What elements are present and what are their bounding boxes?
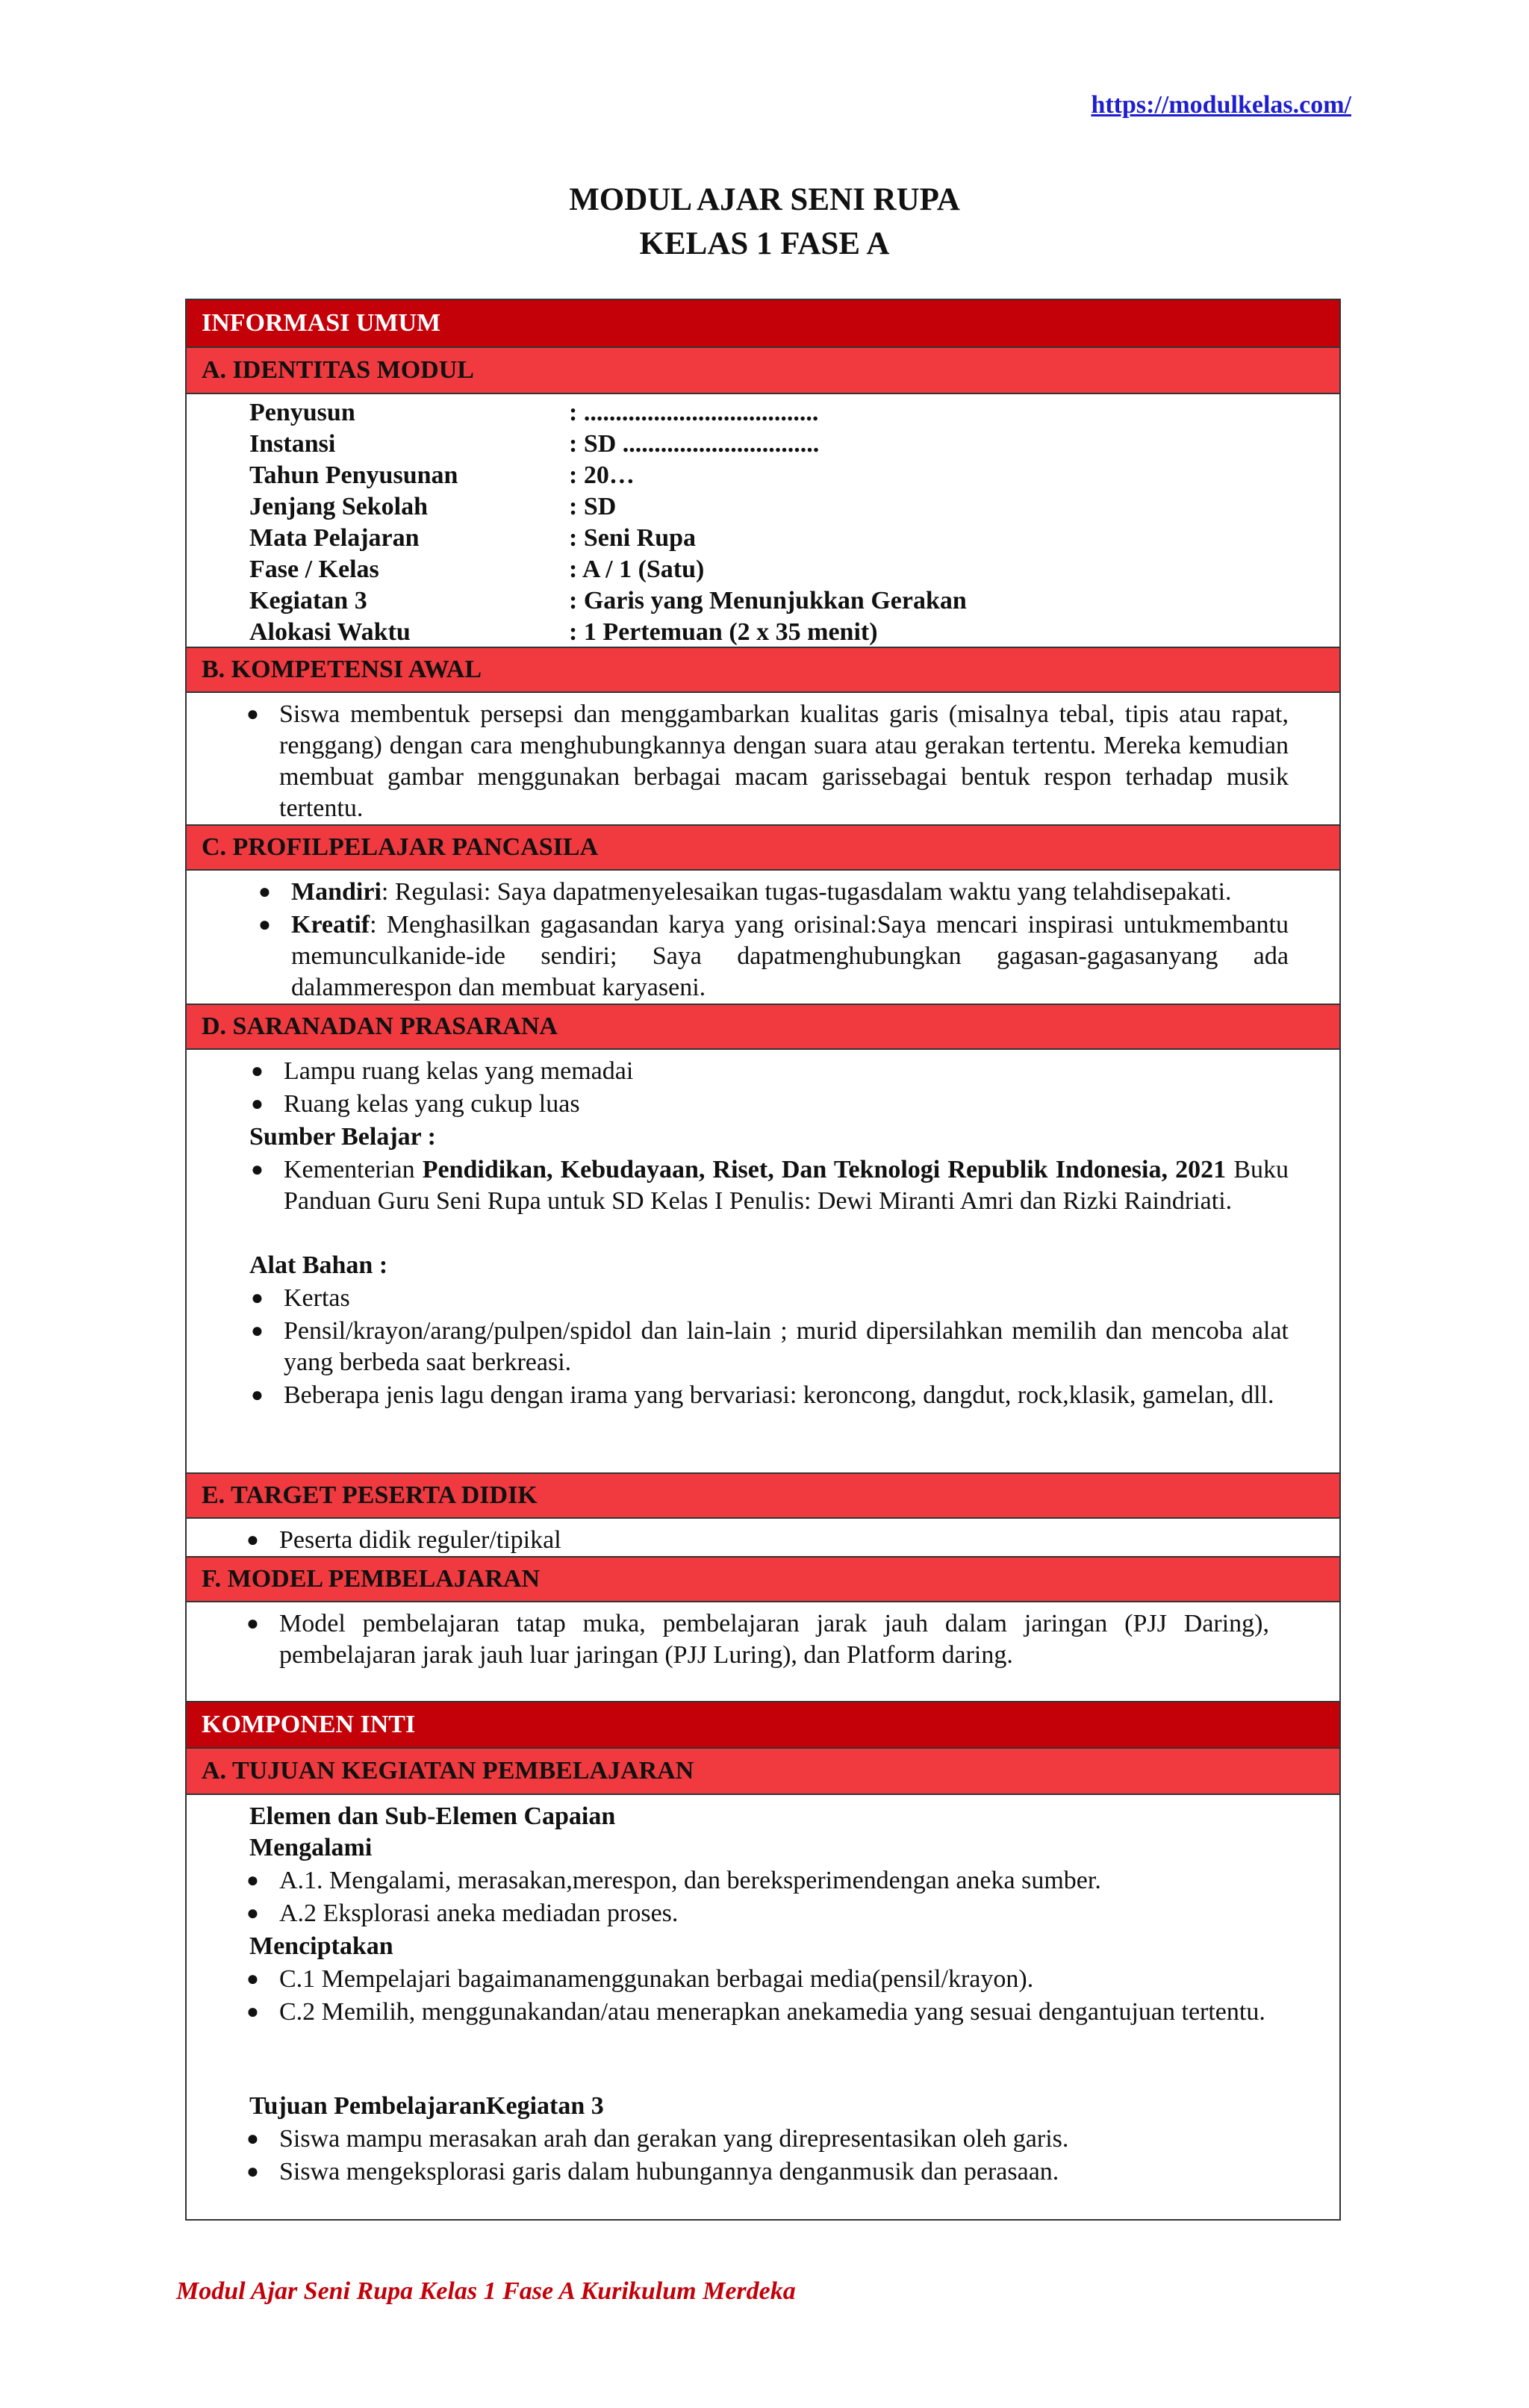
tujuan-kegiatan-header: A. TUJUAN KEGIATAN PEMBELAJARAN bbox=[187, 1747, 1339, 1795]
tujuan-item: ● Siswa mampu merasakan arah dan gerakan yang direpresentasikan oleh garis. bbox=[246, 2125, 1069, 2153]
document-subtitle: KELAS 1 FASE A bbox=[639, 226, 890, 261]
identitas-row: Tahun Penyusunan : 20… bbox=[249, 461, 635, 489]
alat-bahan-item: ● Beberapa jenis lagu dengan irama yang bervariasi: keroncong, dangdut, rock,klasik, gamelan, dll. bbox=[251, 1381, 1274, 1409]
target-peserta-header: E. TARGET PESERTA DIDIK bbox=[187, 1472, 1339, 1519]
menciptakan-item: ● C.2 Memilih, menggunakandan/atau menerapkan anekamedia yang sesuai dengantujuan tertentu. bbox=[246, 1998, 1265, 2026]
identitas-modul-header: A. IDENTITAS MODUL bbox=[187, 346, 1339, 394]
identitas-row: Fase / Kelas : A / 1 (Satu) bbox=[249, 556, 705, 583]
sarana-item: ● Ruang kelas yang cukup luas bbox=[251, 1090, 580, 1118]
alat-bahan-item: ● Kertas bbox=[251, 1284, 350, 1312]
kompetensi-awal-item: ● Siswa membentuk persepsi dan menggambarkan kualitas garis (misalnya tebal, tipis atau rapat, renggang) dengan cara menghubungkannya dengan suara atau gerakan tertentu. Mereka kemudian membuat gambar menggunakan berbagai macam garissebagai bentuk respon terhadap musik tertentu. bbox=[246, 700, 1289, 822]
identitas-row: Mata Pelajaran : Seni Rupa bbox=[249, 524, 697, 552]
komponen-inti-header: KOMPONEN INTI bbox=[187, 1701, 1339, 1749]
alat-bahan-label: Alat Bahan : bbox=[249, 1251, 388, 1279]
mengalami-item: ● A.2 Eksplorasi aneka mediadan proses. bbox=[246, 1900, 679, 1927]
sarana-prasarana-header: D. SARANADAN PRASARANA bbox=[187, 1004, 1339, 1050]
sumber-belajar-label: Sumber Belajar : bbox=[249, 1123, 436, 1151]
footer-text: Modul Ajar Seni Rupa Kelas 1 Fase A Kurikulum Merdeka bbox=[176, 2277, 796, 2305]
identitas-row: Kegiatan 3 : Garis yang Menunjukkan Gerakan bbox=[249, 587, 967, 615]
model-item: ● Model pembelajaran tatap muka, pembelajaran jarak jauh dalam jaringan (PJJ Daring), pembelajaran jarak jauh luar jaringan (PJJ Luring), dan Platform daring. bbox=[246, 1610, 1269, 1669]
document-title: MODUL AJAR SENI RUPA bbox=[569, 182, 960, 217]
model-pembelajaran-header: F. MODEL PEMBELAJARAN bbox=[187, 1556, 1339, 1602]
identitas-row: Penyusun : ..................................... bbox=[249, 399, 819, 426]
mengalami-label: Mengalami bbox=[249, 1834, 373, 1861]
profil-pelajar-header: C. PROFILPELAJAR PANCASILA bbox=[187, 824, 1339, 871]
profil-item-mandiri: ● Mandiri: Regulasi: Saya dapatmenyelesaikan tugas-tugasdalam waktu yang telahdisepakati. bbox=[258, 878, 1232, 906]
sumber-belajar-item: ● Kementerian Pendidikan, Kebudayaan, Riset, Dan Teknologi Republik Indonesia, 2021 Buku Panduan Guru Seni Rupa untuk SD Kelas I Penulis: Dewi Miranti Amri dan Rizki Raindriati. bbox=[251, 1156, 1289, 1215]
target-item: ● Peserta didik reguler/tipikal bbox=[246, 1526, 561, 1554]
sarana-item: ● Lampu ruang kelas yang memadai bbox=[251, 1057, 634, 1085]
identitas-row: Instansi : SD ............................... bbox=[249, 430, 820, 458]
header-url-link[interactable]: https://modulkelas.com/ bbox=[1091, 91, 1351, 119]
profil-item-kreatif: ● Kreatif: Menghasilkan gagasandan karya yang orisinal:Saya mencari inspirasi untukmembantu memunculkanide-ide sendiri; Saya dapatmenghubungkan gagasan-gagasanyang ada dalammerespon dan membuat karyaseni. bbox=[258, 911, 1289, 1001]
menciptakan-item: ● C.1 Mempelajari bagaimanamenggunakan berbagai media(pensil/krayon). bbox=[246, 1965, 1034, 1993]
identitas-row: Alokasi Waktu : 1 Pertemuan (2 x 35 menit) bbox=[249, 618, 878, 646]
menciptakan-label: Menciptakan bbox=[249, 1932, 393, 1960]
tujuan-item: ● Siswa mengeksplorasi garis dalam hubungannya denganmusik dan perasaan. bbox=[246, 2158, 1059, 2185]
elemen-label: Elemen dan Sub-Elemen Capaian bbox=[249, 1802, 616, 1830]
alat-bahan-item: ● Pensil/krayon/arang/pulpen/spidol dan lain-lain ; murid dipersilahkan memilih dan mencoba alat yang berbeda saat berkreasi. bbox=[251, 1317, 1289, 1376]
mengalami-item: ● A.1. Mengalami, merasakan,merespon, dan bereksperimendengan aneka sumber. bbox=[246, 1867, 1101, 1894]
module-table bbox=[185, 299, 1341, 2221]
identitas-row: Jenjang Sekolah : SD bbox=[249, 493, 617, 520]
informasi-umum-header: INFORMASI UMUM bbox=[187, 300, 1339, 348]
tujuan-pembelajaran-label: Tujuan PembelajaranKegiatan 3 bbox=[249, 2092, 604, 2120]
kompetensi-awal-header: B. KOMPETENSI AWAL bbox=[187, 647, 1339, 693]
